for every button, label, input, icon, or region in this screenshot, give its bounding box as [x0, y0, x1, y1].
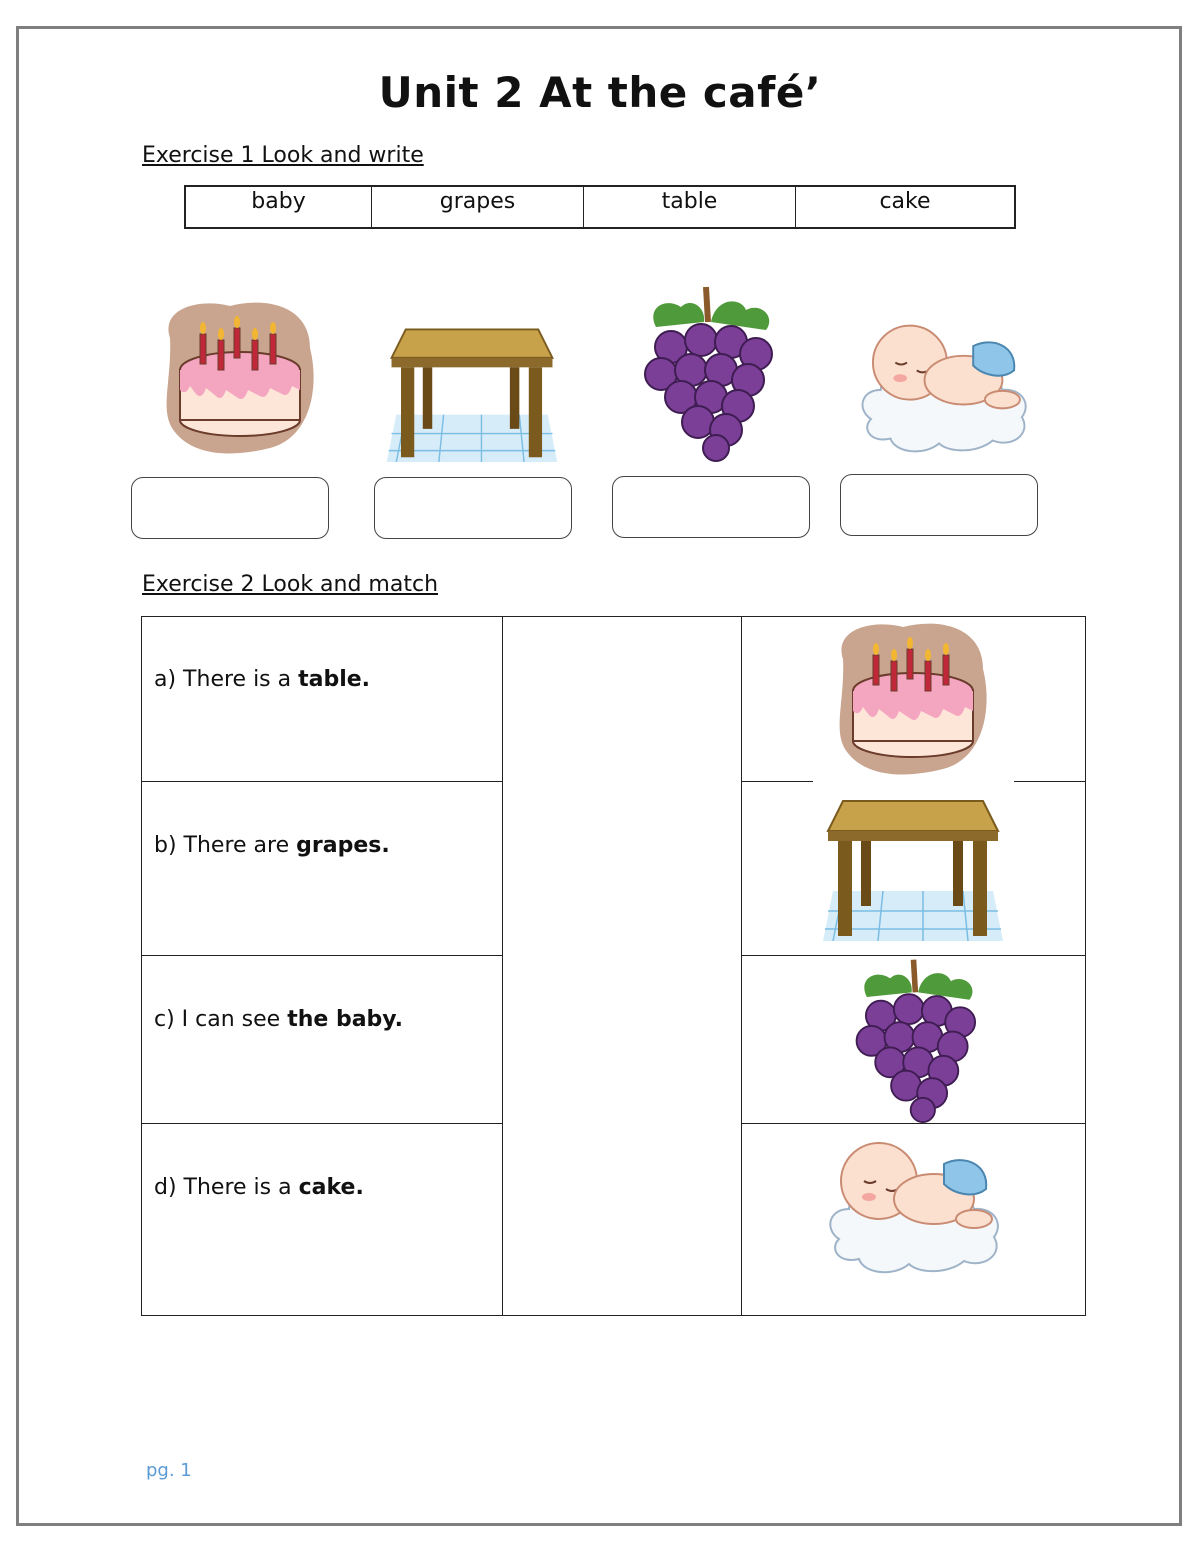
column-divider [502, 617, 503, 1315]
row-divider [1014, 781, 1086, 782]
row-divider [741, 781, 813, 782]
page-title: Unit 2 At the café’ [378, 68, 822, 117]
word-bank [184, 185, 1016, 229]
sentence-c: c) I can see the baby. [154, 1007, 403, 1032]
page-number: pg. 1 [146, 1460, 192, 1481]
baby-picture [816, 1129, 1012, 1279]
grapes-picture [636, 282, 776, 462]
row-divider [142, 1123, 503, 1124]
sentence-b: b) There are grapes. [154, 833, 390, 858]
match-table [141, 616, 1086, 1316]
cake-picture [160, 298, 320, 458]
word-bank-item: baby [186, 187, 372, 227]
answer-box-2[interactable] [374, 477, 572, 539]
row-divider [741, 1123, 1086, 1124]
word-bank-item: cake [879, 189, 931, 214]
row-divider [142, 955, 503, 956]
word-bank-item: grapes [372, 187, 584, 227]
row-divider [142, 781, 503, 782]
word-bank-item: table [584, 187, 796, 227]
answer-box-3[interactable] [612, 476, 810, 538]
grapes-picture [846, 955, 981, 1123]
exercise-1-heading: Exercise 1 Look and write [142, 143, 424, 168]
answer-box-4[interactable] [840, 474, 1038, 536]
exercise-2-heading: Exercise 2 Look and match [142, 572, 439, 597]
table-picture [382, 320, 562, 462]
column-divider [741, 617, 742, 1315]
sentence-d: d) There is a cake. [154, 1175, 364, 1200]
sentence-a: a) There is a table. [154, 667, 371, 692]
baby-picture [856, 312, 1032, 458]
answer-box-1[interactable] [131, 477, 329, 539]
cake-picture [833, 619, 993, 779]
table-picture [813, 791, 1013, 941]
